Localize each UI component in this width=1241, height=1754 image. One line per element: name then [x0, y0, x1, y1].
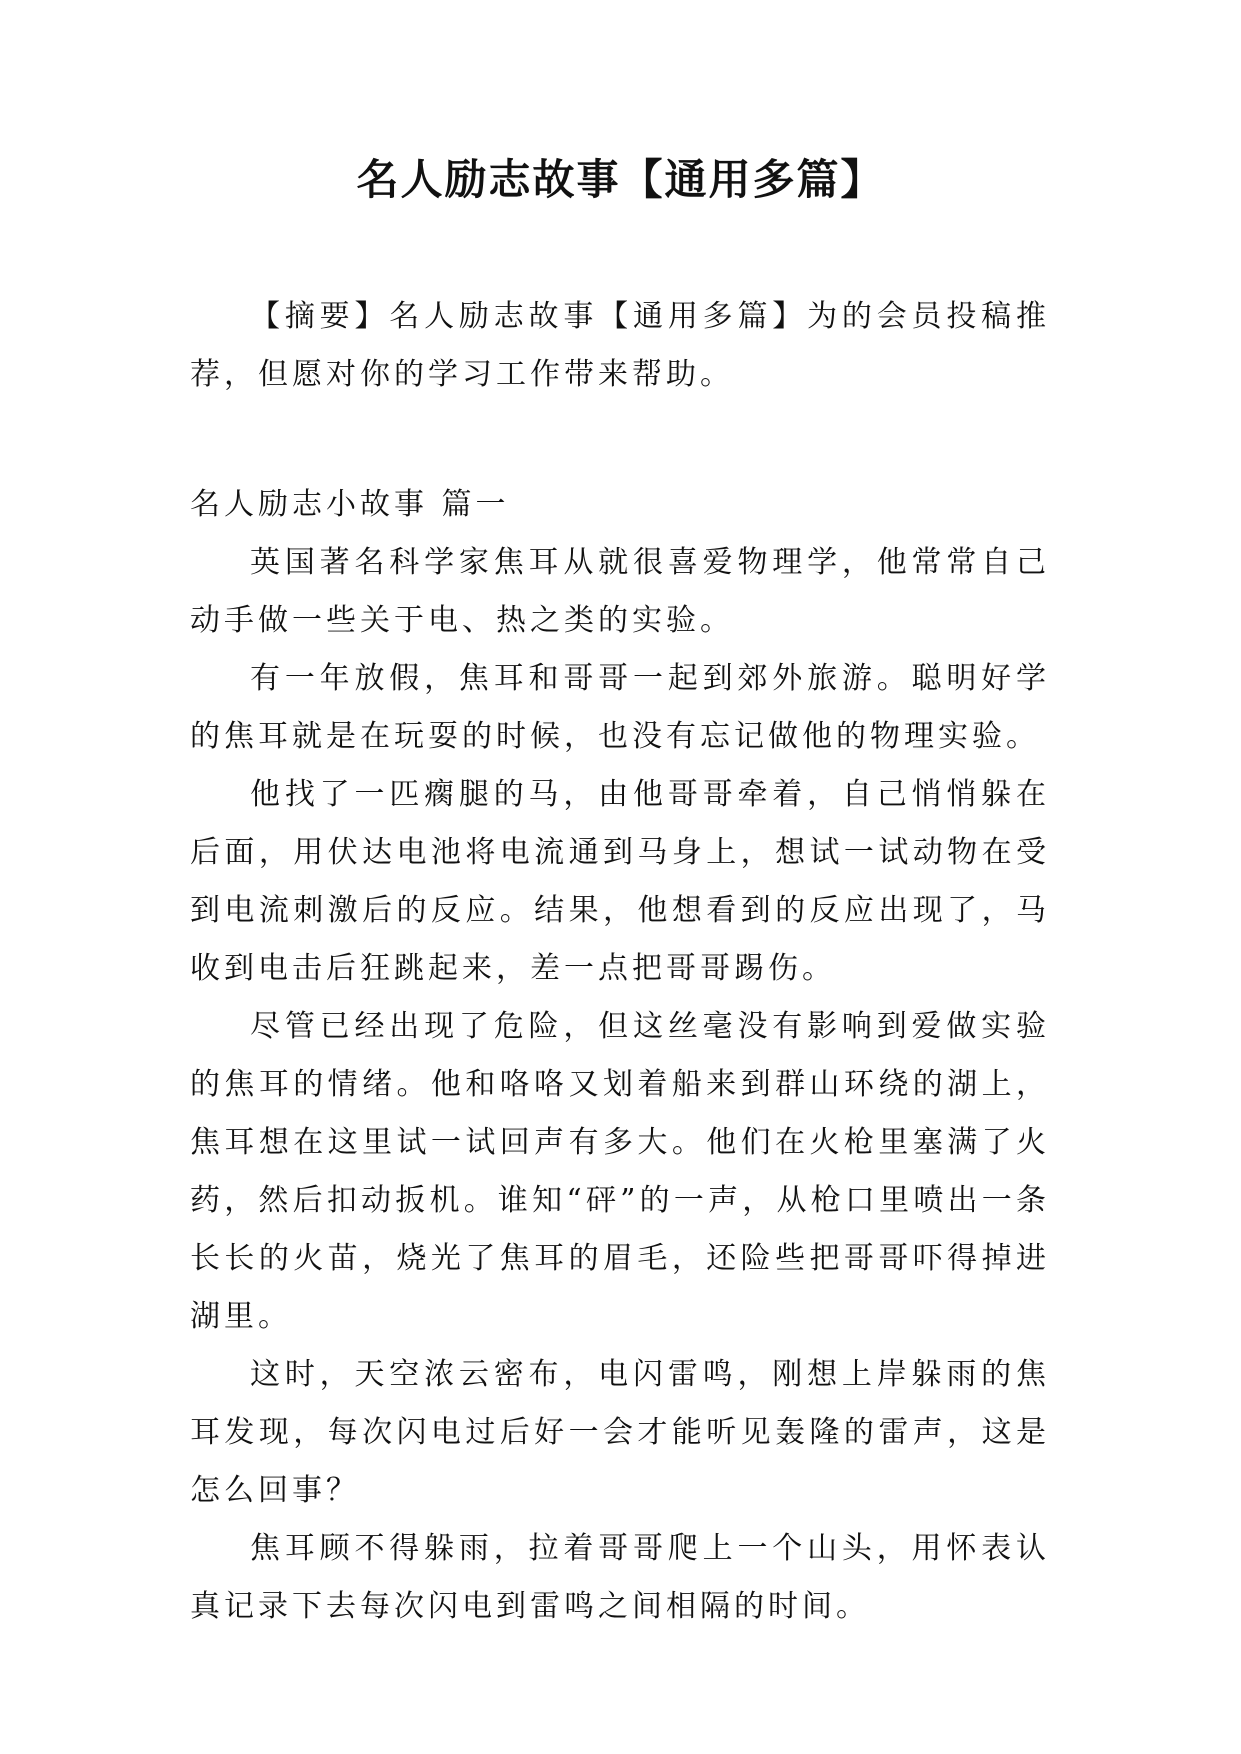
body-paragraph: 他找了一匹瘸腿的马，由他哥哥牵着，自己悄悄躲在后面，用伏达电池将电流通到马身上，想试一试动物在受到电流刺激后的反应。结果，他想看到的反应出现了，马收到电击后狂跳起来，差一点把哥哥踢伤。	[190, 777, 1050, 986]
body-paragraph: 焦耳顾不得躲雨，拉着哥哥爬上一个山头，用怀表认真记录下去每次闪电到雷鸣之间相隔的时间。	[190, 1531, 1050, 1624]
body-paragraph: 尽管已经出现了危险，但这丝毫没有影响到爱做实验的焦耳的情绪。他和咯咯又划着船来到群山环绕的湖上，焦耳想在这里试一试回声有多大。他们在火枪里塞满了火药，然后扣动扳机。谁知“砰”的一声，从枪口里喷出一条长长的火苗，烧光了焦耳的眉毛，还险些把哥哥吓得掉进湖里。	[190, 1009, 1050, 1334]
body-paragraph: 有一年放假，焦耳和哥哥一起到郊外旅游。聪明好学的焦耳就是在玩耍的时候，也没有忘记做他的物理实验。	[190, 661, 1050, 754]
section-heading: 名人励志小故事 篇一	[190, 487, 510, 522]
document-title: 名人励志故事【通用多篇】	[356, 155, 885, 204]
abstract-paragraph: 【摘要】名人励志故事【通用多篇】为的会员投稿推荐，但愿对你的学习工作带来帮助。	[190, 299, 1050, 392]
body-paragraph: 英国著名科学家焦耳从就很喜爱物理学，他常常自己动手做一些关于电、热之类的实验。	[190, 545, 1050, 638]
body-paragraph: 这时，天空浓云密布，电闪雷鸣，刚想上岸躲雨的焦耳发现，每次闪电过后好一会才能听见轰隆的雷声，这是怎么回事？	[190, 1357, 1050, 1508]
document-body	[190, 288, 1050, 1636]
